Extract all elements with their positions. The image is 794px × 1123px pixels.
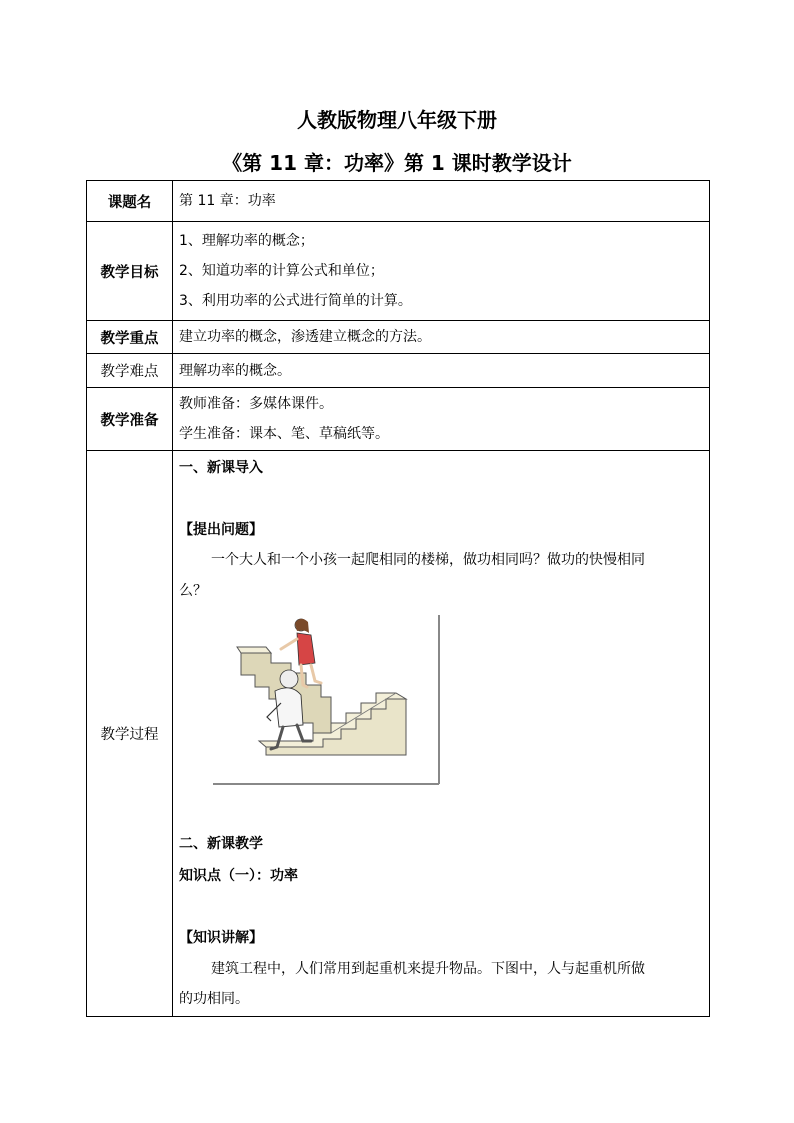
row-objectives bbox=[87, 222, 710, 321]
question-text: 一个大人和一个小孩一起爬相同的楼梯，做功相同吗？做功的快慢相同 bbox=[211, 552, 645, 568]
section-heading: 二、新课教学 bbox=[179, 836, 263, 852]
row-process bbox=[87, 451, 710, 1017]
document-title: 人教版物理八年级下册 bbox=[297, 108, 497, 132]
stair-climbing-illustration-icon bbox=[211, 613, 441, 785]
question-text-cont: 么？ bbox=[179, 583, 207, 599]
section-heading: 一、新课导入 bbox=[179, 460, 263, 476]
explain-text-cont: 的功相同。 bbox=[179, 991, 249, 1007]
row-key-points bbox=[87, 321, 710, 354]
label-course-name: 课题名 bbox=[87, 181, 173, 222]
explain-heading: 【知识讲解】 bbox=[179, 930, 263, 946]
preparation-item: 教师准备：多媒体课件。 bbox=[179, 396, 333, 412]
label-objectives: 教学目标 bbox=[87, 222, 173, 321]
knowledge-point-heading: 知识点（一）：功率 bbox=[179, 868, 298, 884]
label-process: 教学过程 bbox=[87, 451, 173, 1017]
lesson-plan-table bbox=[86, 180, 710, 1017]
label-difficulties: 教学难点 bbox=[87, 354, 173, 388]
row-preparation bbox=[87, 388, 710, 451]
objective-item: 3、利用功率的公式进行简单的计算。 bbox=[179, 293, 412, 309]
value-course-name: 第 11 章：功率 bbox=[179, 193, 276, 209]
row-course-name bbox=[87, 181, 710, 222]
label-preparation: 教学准备 bbox=[87, 388, 173, 451]
question-heading: 【提出问题】 bbox=[179, 522, 263, 538]
preparation-item: 学生准备：课本、笔、草稿纸等。 bbox=[179, 426, 389, 442]
explain-text: 建筑工程中，人们常用到起重机来提升物品。下图中，人与起重机所做 bbox=[211, 961, 645, 977]
objective-item: 1、理解功率的概念； bbox=[179, 233, 314, 249]
value-difficulties: 理解功率的概念。 bbox=[179, 362, 291, 379]
row-difficulties bbox=[87, 354, 710, 388]
objective-item: 2、知道功率的计算公式和单位； bbox=[179, 263, 384, 279]
document-subtitle: 《第 11 章：功率》第 1 课时教学设计 bbox=[222, 151, 572, 175]
value-key-points: 建立功率的概念，渗透建立概念的方法。 bbox=[179, 329, 431, 345]
label-key-points: 教学重点 bbox=[87, 321, 173, 354]
